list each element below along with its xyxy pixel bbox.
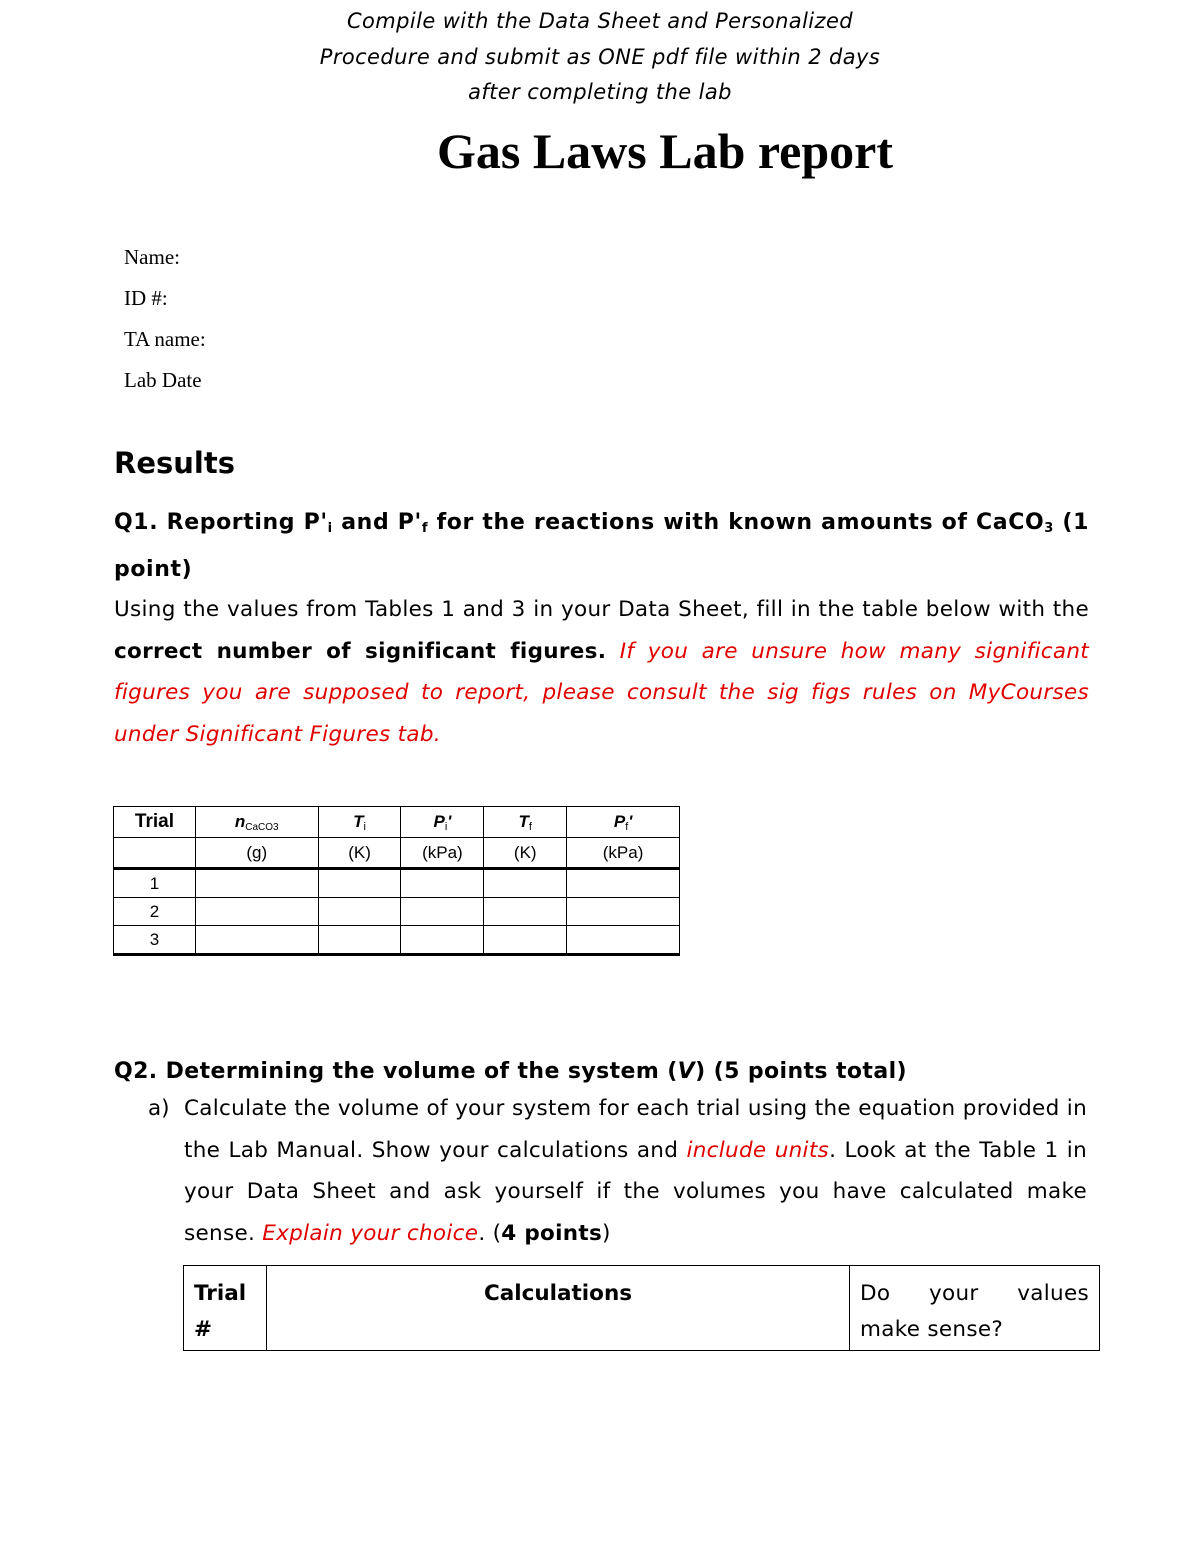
q2a-text: . Look at the Table 1 in your Data Sheet and ask yourself if the volumes you have calculated make sense.	[184, 1137, 1087, 1246]
header-final-temp	[484, 807, 567, 838]
q1-heading	[114, 502, 1089, 590]
unit-cell: (K)	[318, 838, 401, 869]
q1-heading-sub-3: 3	[1044, 521, 1054, 536]
unit-cell: (kPa)	[567, 838, 680, 869]
trial-number: 1	[114, 869, 196, 898]
header-subscript: f	[528, 820, 532, 833]
table-row	[114, 926, 680, 955]
header-trial: Trial	[114, 807, 196, 838]
empty-cell[interactable]	[318, 869, 401, 898]
q1-instruction-emphasis: correct number of significant figures.	[114, 638, 607, 664]
header-values-make-sense: Do your values make sense?	[850, 1266, 1100, 1351]
q2-heading-variable: V	[677, 1059, 696, 1084]
header-initial-pressure	[401, 807, 484, 838]
q2-calculations-table	[183, 1265, 1100, 1351]
unit-cell: (g)	[195, 838, 318, 869]
q1-heading-text: for the reactions with known amounts of CaCO	[428, 510, 1045, 535]
header-initial-temp	[318, 807, 401, 838]
empty-cell[interactable]	[401, 926, 484, 955]
empty-cell[interactable]	[567, 898, 680, 926]
q2a-emphasis-explain: Explain your choice	[262, 1220, 479, 1246]
q2a-emphasis-units: include units	[686, 1137, 830, 1163]
header-subscript: f	[625, 820, 629, 833]
submission-note	[0, 4, 1200, 111]
q1-points: (1 point)	[114, 510, 1089, 582]
empty-cell[interactable]	[484, 926, 567, 955]
q2a-text: )	[602, 1220, 611, 1246]
submission-note-line: Procedure and submit as ONE pdf file within 2 days	[319, 44, 881, 69]
ta-name-field-label: TA name:	[124, 327, 206, 351]
name-field-label: Name:	[124, 245, 180, 269]
q1-heading-sub-f: f	[421, 521, 429, 536]
q2a-text: . (	[478, 1220, 502, 1246]
q2a-list-marker: a)	[148, 1096, 170, 1121]
header-calculations: Calculations	[267, 1266, 850, 1351]
table-header-row	[114, 807, 680, 838]
document-title: Gas Laws Lab report	[436, 123, 894, 179]
unit-cell: (kPa)	[401, 838, 484, 869]
header-final-pressure	[567, 807, 680, 838]
submission-note-line: after completing the lab	[468, 80, 732, 104]
q2a-text: Calculate the volume of your system for each trial using the equation provided in the Lab Manual. Show your calculations and	[184, 1096, 1087, 1163]
header-mass	[195, 807, 318, 838]
empty-cell[interactable]	[195, 926, 318, 955]
unit-cell: (K)	[484, 838, 567, 869]
student-info-fields	[124, 240, 206, 404]
q1-results-table	[113, 806, 680, 956]
header-prime: '	[447, 811, 452, 831]
q1-heading-sub-i: i	[327, 521, 333, 536]
header-symbol: T	[353, 811, 364, 831]
header-symbol: P	[613, 811, 626, 831]
header-prime: '	[628, 811, 633, 831]
trial-number: 2	[114, 898, 196, 926]
header-trial-number: Trial #	[184, 1266, 267, 1351]
table-units-row	[114, 838, 680, 869]
q1-instruction-text: Using the values from Tables 1 and 3 in your Data Sheet, fill in the table below with the	[114, 597, 1089, 622]
header-subscript: i	[444, 820, 448, 833]
q1-sig-fig-warning: If you are unsure how many significant figures you are supposed to report, please consult the sig figs rules on MyCourses under Significant Figures tab.	[114, 638, 1089, 747]
empty-cell[interactable]	[484, 869, 567, 898]
submission-note-line: Compile with the Data Sheet and Personalized	[346, 9, 854, 33]
q2-heading-text: Q2. Determining the volume of the system (	[114, 1059, 678, 1084]
empty-cell[interactable]	[567, 869, 680, 898]
empty-cell[interactable]	[318, 898, 401, 926]
header-subscript: i	[363, 820, 366, 833]
table-row	[114, 869, 680, 898]
empty-cell[interactable]	[567, 926, 680, 955]
empty-cell[interactable]	[401, 898, 484, 926]
empty-cell[interactable]	[195, 898, 318, 926]
empty-cell[interactable]	[195, 869, 318, 898]
q2-heading	[114, 1059, 907, 1084]
header-symbol: P	[433, 811, 445, 831]
q1-heading-text: Q1. Reporting P'	[114, 510, 328, 535]
header-subscript: CaCO3	[245, 821, 279, 833]
header-symbol: n	[234, 811, 246, 831]
q2-heading-text: ) (5 points total)	[695, 1059, 907, 1084]
results-heading: Results	[114, 446, 235, 480]
q2a-instructions	[184, 1088, 1087, 1254]
table-header-row	[184, 1266, 1100, 1351]
q1-heading-text: and P'	[332, 510, 422, 535]
empty-cell[interactable]	[401, 869, 484, 898]
trial-number: 3	[114, 926, 196, 955]
empty-cell[interactable]	[484, 898, 567, 926]
header-symbol: T	[518, 811, 529, 831]
id-field-label: ID #:	[124, 286, 168, 310]
q1-instructions	[114, 589, 1089, 755]
table-row	[114, 898, 680, 926]
empty-cell[interactable]	[318, 926, 401, 955]
q2a-points: 4 points	[501, 1220, 603, 1246]
lab-date-field-label: Lab Date	[124, 368, 202, 392]
unit-cell	[114, 838, 196, 869]
